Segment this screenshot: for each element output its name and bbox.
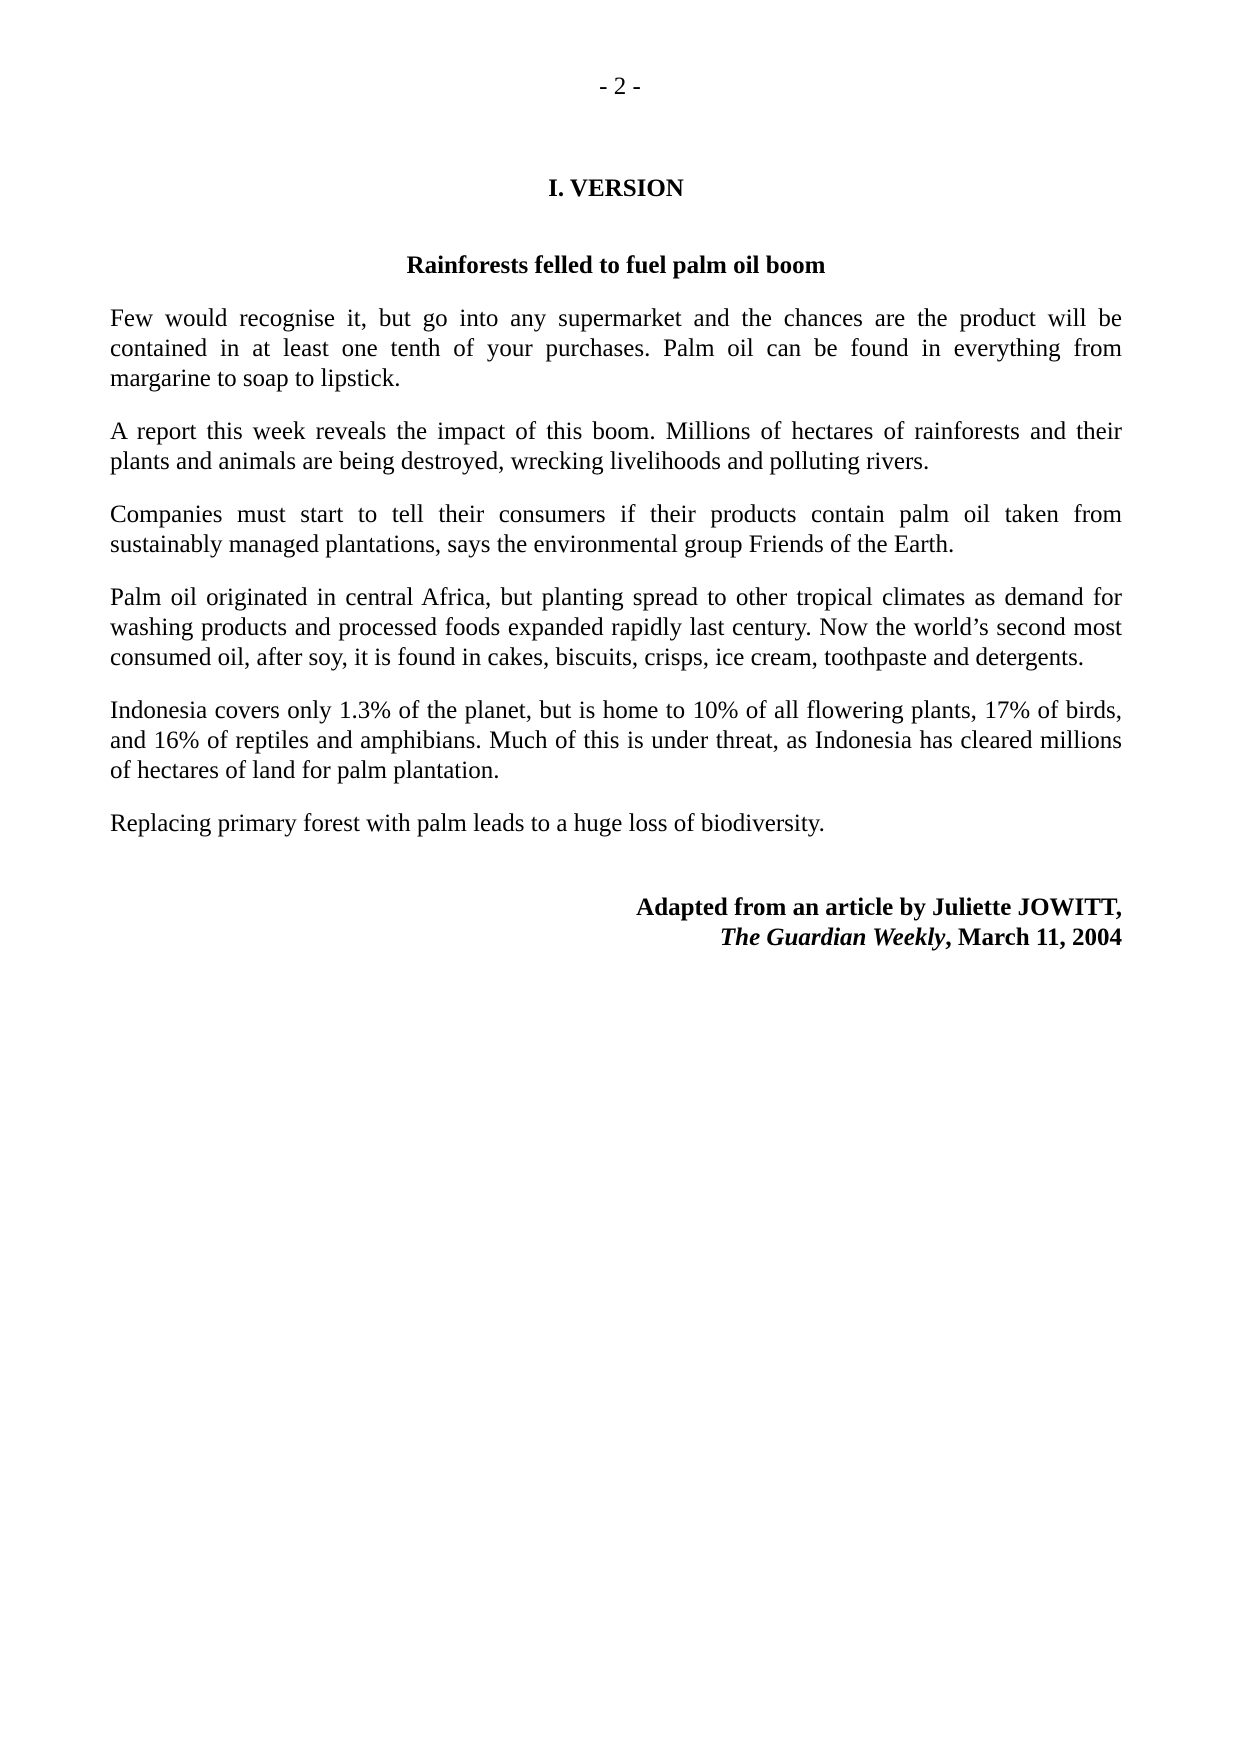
text-column bbox=[110, 174, 1122, 953]
paragraph: Replacing primary forest with palm leads to a huge loss of biodiversity. bbox=[110, 810, 825, 837]
attribution-line1: Adapted from an article by Juliette JOWITT, bbox=[636, 894, 1122, 921]
section-heading: I. VERSION bbox=[548, 175, 684, 202]
paragraph: Indonesia covers only 1.3% of the planet, but is home to 10% of all flowering plants, 17% of birds, and 16% of reptiles and amphibians. Much of this is under threat, as Indonesia has cleared millions of hectares of land for palm plantation. bbox=[110, 697, 1122, 784]
paragraph: Few would recognise it, but go into any supermarket and the chances are the product will be contained in at least one tenth of your purchases. Palm oil can be found in everything from margarine to soap to lipstick. bbox=[110, 305, 1122, 392]
attribution-date: , March 11, 2004 bbox=[945, 924, 1122, 951]
paragraph: Palm oil originated in central Africa, but planting spread to other tropical climates as demand for washing products and processed foods expanded rapidly last century. Now the world’s second most consumed oil, after soy, it is found in cakes, biscuits, crisps, ice cream, toothpaste and detergents. bbox=[110, 584, 1122, 671]
article-title: Rainforests felled to fuel palm oil boom bbox=[406, 252, 826, 279]
article-body bbox=[110, 304, 1122, 839]
page-number: - 2 - bbox=[599, 73, 641, 100]
paragraph: Companies must start to tell their consumers if their products contain palm oil taken from sustainably managed plantations, says the environmental group Friends of the Earth. bbox=[110, 501, 1122, 558]
attribution-source: The Guardian Weekly bbox=[719, 924, 946, 951]
attribution bbox=[110, 893, 1122, 953]
paragraph: A report this week reveals the impact of this boom. Millions of hectares of rainforests and their plants and animals are being destroyed, wrecking livelihoods and polluting rivers. bbox=[110, 418, 1122, 475]
attribution-line2 bbox=[110, 923, 1122, 953]
